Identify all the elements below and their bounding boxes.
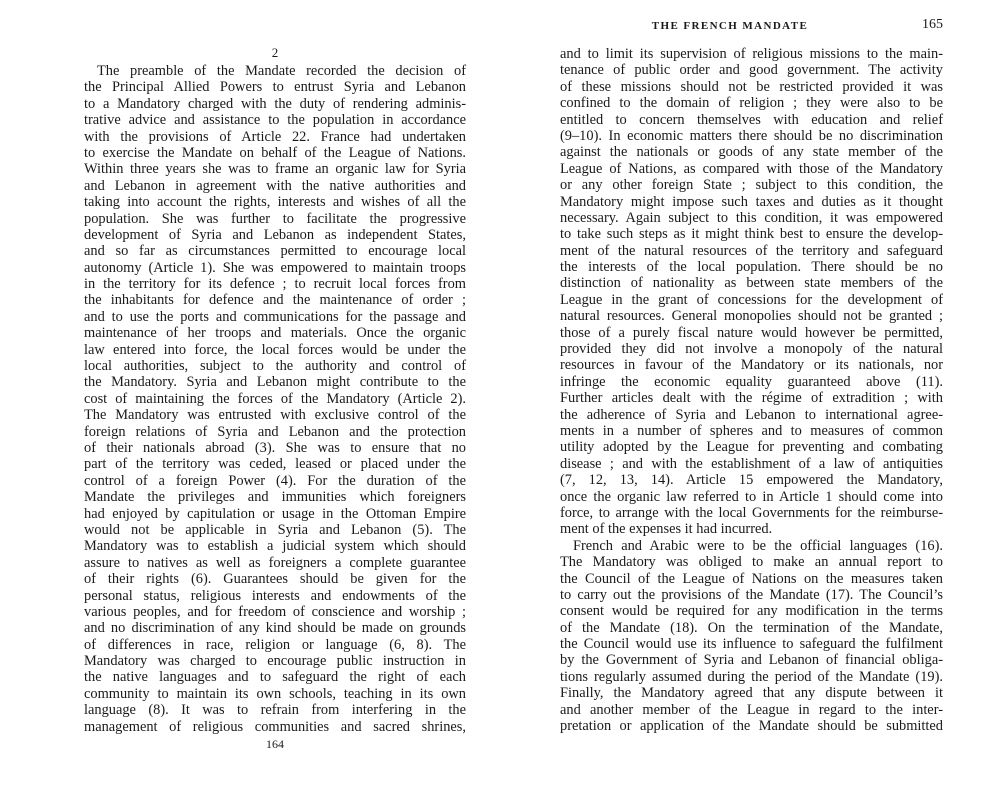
text-line: the adherence of Syria and Lebanon to international agree- [560,406,943,423]
left-page-body [84,63,466,735]
text-line: local authorities, subject to the authority and control of [84,358,466,375]
text-line: to exercise the Mandate on behalf of the League of Nations. [84,144,466,161]
text-line: and Lebanon in agreement with the native authorities and [84,177,466,194]
text-line: management of religious communities and sacred shrines, [84,718,466,735]
text-line: to carry out the provisions of the Mandate (17). The Council’s [560,586,943,603]
text-line: resources in favour of the Mandatory or its nationals, nor [560,357,943,374]
text-line: Mandatory was to establish a judicial system which should [84,538,466,555]
text-line: had enjoyed by capitulation or usage in the Ottoman Empire [84,505,466,522]
text-line: provided they did not involve a monopoly of the natural [560,341,943,358]
text-line: in the territory for its defence ; to recruit local forces from [84,276,466,293]
text-line: the Principal Allied Powers to entrust Syria and Lebanon [84,79,466,96]
text-line: The preamble of the Mandate recorded the decision of [97,63,466,79]
text-line: by the Government of Syria and Lebanon of financial obliga- [560,652,943,669]
text-line: foreign relations of Syria and Lebanon and the protection [84,423,466,440]
text-line: of the Mandate (18). On the termination of the Mandate, [560,619,943,636]
text-line: and no discrimination of any kind should be made on grounds [84,620,466,637]
text-line: (7, 12, 13, 14). Article 15 empowered the Mandatory, [560,472,943,489]
text-line: against the nationals or goods of any state member of the [560,144,943,161]
text-line: Finally, the Mandatory agreed that any dispute between it [560,685,943,702]
text-line: distinction of nationality as between state members of the [560,275,943,292]
right-page-body [560,46,943,734]
text-line: (9–10). In economic matters there should be no discrimination [560,127,943,144]
text-line: the interests of the local population. There should be no [560,259,943,276]
text-line: the inhabitants for defence and the maintenance of order ; [84,292,466,309]
text-line: and another member of the League in regard to the inter- [560,701,943,718]
text-line: entitled to concern themselves with education and relief [560,111,943,128]
text-line: control of a foreign Power (4). For the duration of the [84,472,466,489]
text-line: and to limit its supervision of religious missions to the main- [560,46,943,62]
text-line: various peoples, and for freedom of conscience and worship ; [84,603,466,620]
text-line: the native languages and to safeguard the right of each [84,669,466,686]
text-line: community to maintain its own schools, teaching in its own [84,685,466,702]
text-line: League of Nations, as compared with those of the Mandatory [560,160,943,177]
text-line: of these missions should not be restricted provided it was [560,78,943,95]
text-line: ment of the natural resources of the territory and safeguard [560,242,943,259]
text-line: autonomy (Article 1). She was empowered to maintain troops [84,259,466,276]
text-line: necessary. Again subject to this condition, it was empowered [560,209,943,226]
right-page [499,0,998,795]
text-line: tenance of public order and good government. The activity [560,62,943,79]
text-line: the Council of the League of Nations on the measures taken [560,570,943,587]
text-line: population. She was further to facilitate the progressive [84,210,466,227]
text-line: of their rights (6). Guarantees should be given for the [84,571,466,588]
text-line: the Mandatory. Syria and Lebanon might contribute to the [84,374,466,391]
text-line: Within three years she was to frame an organic law for Syria [84,161,466,178]
text-line: infringe the economic equality guaranteed above (11). [560,373,943,390]
text-line: disease ; and with the establishment of a law of antiquities [560,455,943,472]
text-line: or any other foreign State ; subject to this condition, the [560,177,943,194]
text-line: utility adopted by the League for preventing and combating [560,439,943,456]
text-line: The Mandatory was entrusted with exclusive control of the [84,407,466,424]
text-line: The Mandatory was obliged to make an annual report to [560,554,943,571]
text-line: natural resources. General monopolies should not be granted ; [560,308,943,325]
section-number: 2 [271,45,279,60]
text-line: once the organic law referred to in Article 1 should come into [560,488,943,505]
text-line: law entered into force, the local forces would be under the [84,341,466,358]
text-line: taking into account the rights, interests and wishes of all the [84,194,466,211]
text-line: cost of maintaining the forces of the Mandatory (Article 2). [84,390,466,407]
text-line: and so far as circumstances permitted to encourage local [84,243,466,260]
text-line: assure to natives as well as foreigners a complete guarantee [84,554,466,571]
text-line: consent would be required for any modification in the terms [560,603,943,620]
text-line: pretation or application of the Mandate should be submitted [560,718,943,735]
text-line: ment of the expenses it had incurred. [560,521,773,538]
text-line: maintenance of her troops and materials. Once the organic [84,325,466,342]
text-line: League in the grant of concessions for the development of [560,291,943,308]
text-line: to take such steps as it might think best to ensure the develop- [560,226,943,243]
text-line: would not be applicable in Syria and Lebanon (5). The [84,521,466,538]
text-line: of their nationals abroad (3). She was to ensure that no [84,439,466,456]
text-line: Further articles dealt with the régime of extradition ; with [560,390,943,407]
text-line: Mandatory might impose such taxes and duties as it thought [560,193,943,210]
text-line: language (8). It was to refrain from interfering in the [84,702,466,719]
text-line: tions regularly assumed during the period of the Mandate (19). [560,668,943,685]
text-line: trative advice and assistance to the population in accordance [84,112,466,129]
page-number-left: 164 [266,737,284,751]
text-line: ments in a number of spheres and to measures of common [560,422,943,439]
text-line: to a Mandatory charged with the duty of rendering adminis- [84,95,466,112]
text-line: development of Syria and Lebanon as independent States, [84,226,466,243]
text-line: Mandate the privileges and immunities which foreigners [84,489,466,506]
text-line: with the provisions of Article 22. France had undertaken [84,128,466,145]
text-line: of differences in race, religion or language (6, 8). The [84,636,466,653]
text-line: personal status, religious interests and endowments of the [84,587,466,604]
text-line: French and Arabic were to be the official languages (16). [573,537,943,554]
text-line: confined to the domain of religion ; they were also to be [560,95,943,112]
text-line: the Council would use its influence to safeguard the fulfilment [560,636,943,653]
running-head: THE FRENCH MANDATE [651,20,809,32]
text-line: force, to arrange with the local Governments for the reimburse- [560,504,943,521]
text-line: part of the territory was ceded, leased or placed under the [84,456,466,473]
text-line: and to use the ports and communications for the passage and [84,308,466,325]
text-line: those of a purely fiscal nature would however be permitted, [560,324,943,341]
page-number-right: 165 [922,17,943,32]
text-line: Mandatory was charged to encourage public instruction in [84,653,466,670]
